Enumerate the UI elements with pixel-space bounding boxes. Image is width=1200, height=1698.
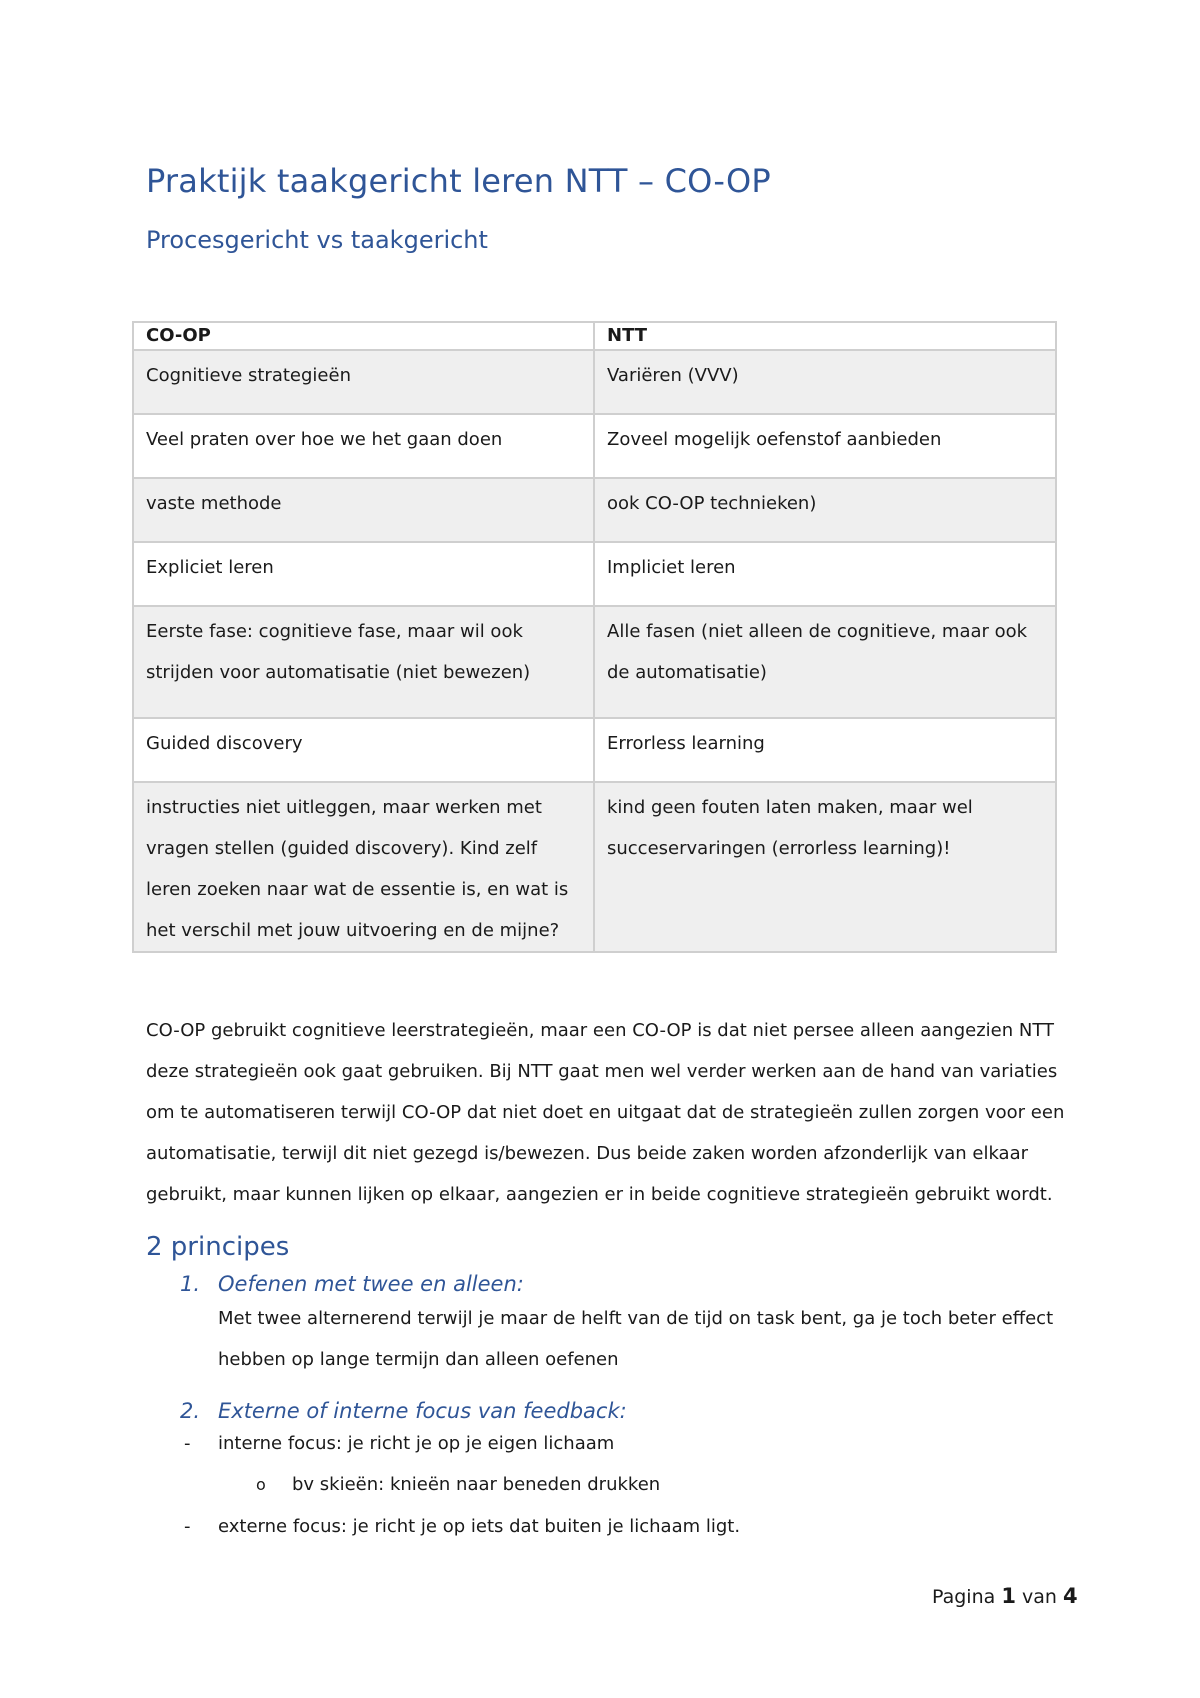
table-row xyxy=(133,606,1056,718)
principle-1-text: Met twee alternerend terwijl je maar de helft van de tijd on task bent, ga je toch beter effect hebben op lange termijn dan alleen oefenen xyxy=(218,1308,1054,1370)
header-ntt: NTT xyxy=(594,322,1056,350)
list-number: 1. xyxy=(180,1272,201,1296)
table-header-row xyxy=(133,322,1056,350)
table-row xyxy=(133,542,1056,606)
comparison-table xyxy=(132,321,1057,953)
footer-of: van xyxy=(1022,1586,1057,1608)
table-cell: Variëren (VVV) xyxy=(594,350,1056,414)
table-cell: vaste methode xyxy=(133,478,594,542)
table-row xyxy=(133,350,1056,414)
principle-title: Oefenen met twee en alleen: xyxy=(218,1272,524,1296)
table-cell: Expliciet leren xyxy=(133,542,594,606)
table-cell: Zoveel mogelijk oefenstof aanbieden xyxy=(594,414,1056,478)
bullet-marker: o xyxy=(256,1475,266,1494)
principle-1-heading xyxy=(180,1272,524,1296)
document-subtitle: Procesgericht vs taakgericht xyxy=(146,226,488,254)
bullet-text: interne focus: je richt je op je eigen lichaam xyxy=(218,1433,615,1454)
principle-title: Externe of interne focus van feedback: xyxy=(218,1399,627,1423)
bullet-text: externe focus: je richt je op iets dat buiten je lichaam ligt. xyxy=(218,1516,741,1537)
table-cell: Eerste fase: cognitieve fase, maar wil ook strijden voor automatisatie (niet bewezen) xyxy=(133,606,594,718)
footer-total-pages: 4 xyxy=(1062,1584,1078,1608)
list-number: 2. xyxy=(180,1399,201,1423)
table-cell: Cognitieve strategieën xyxy=(133,350,594,414)
header-co-op: CO-OP xyxy=(133,322,594,350)
table-cell: ook CO-OP technieken) xyxy=(594,478,1056,542)
table-row xyxy=(133,782,1056,952)
table-cell: instructies niet uitleggen, maar werken met vragen stellen (guided discovery). Kind zelf leren zoeken naar wat de essentie is, en wat is het verschil met jouw uitvoering en de mijne? xyxy=(133,782,594,952)
section-heading: 2 principes xyxy=(146,1232,290,1262)
bullet-text: bv skieën: knieën naar beneden drukken xyxy=(292,1474,661,1495)
table-cell: Veel praten over hoe we het gaan doen xyxy=(133,414,594,478)
table-cell: Alle fasen (niet alleen de cognitieve, maar ook de automatisatie) xyxy=(594,606,1056,718)
table-cell: Impliciet leren xyxy=(594,542,1056,606)
table-row xyxy=(133,478,1056,542)
bullet-marker: - xyxy=(184,1516,191,1537)
footer-page-number: 1 xyxy=(1001,1584,1016,1608)
page-footer xyxy=(932,1584,1078,1608)
table-cell: kind geen fouten laten maken, maar wel succeservaringen (errorless learning)! xyxy=(594,782,1056,952)
body-paragraph: CO-OP gebruikt cognitieve leerstrategieën, maar een CO-OP is dat niet persee alleen aangezien NTT deze strategieën ook gaat gebruiken. Bij NTT gaat men wel verder werken aan de hand van variaties om te automatiseren terwijl CO-OP dat niet doet en uitgaat dat de strategieën zullen zorgen voor een automatisatie, terwijl dit niet gezegd is/bewezen. Dus beide zaken worden afzonderlijk van elkaar gebruikt, maar kunnen lijken op elkaar, aangezien er in beide cognitieve strategieën gebruikt wordt. xyxy=(146,1020,1065,1205)
document-title: Praktijk taakgericht leren NTT – CO-OP xyxy=(146,162,771,200)
table-row xyxy=(133,414,1056,478)
table-cell: Errorless learning xyxy=(594,718,1056,782)
table-row xyxy=(133,718,1056,782)
footer-label: Pagina xyxy=(932,1586,996,1608)
table-cell: Guided discovery xyxy=(133,718,594,782)
principle-2-heading xyxy=(180,1399,627,1423)
bullet-marker: - xyxy=(184,1433,191,1454)
